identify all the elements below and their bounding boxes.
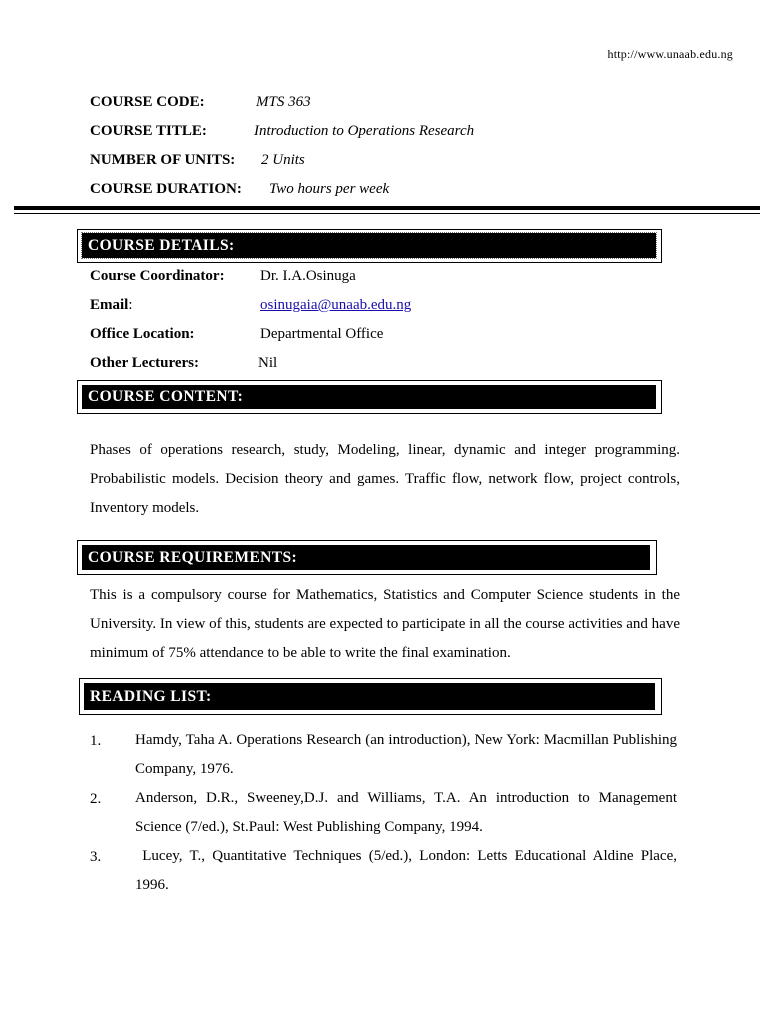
course-title-label: COURSE TITLE: <box>90 123 207 139</box>
email-link[interactable]: osinugaia@unaab.edu.ng <box>260 297 412 313</box>
email-label: Email <box>90 297 129 313</box>
reading-list-heading-text: READING LIST: <box>90 687 212 705</box>
course-code-label: COURSE CODE: <box>90 94 205 110</box>
office-label: Office Location: <box>90 326 195 342</box>
course-details-heading-text: COURSE DETAILS: <box>88 236 235 254</box>
email-colon: : <box>128 297 133 313</box>
reading-item-number: 3. <box>90 849 102 865</box>
reading-item-number: 2. <box>90 791 102 807</box>
coordinator-label: Course Coordinator: <box>90 268 225 284</box>
reading-item-text: Anderson, D.R., Sweeney,D.J. and Williams, T.A. An introduction to Management Science (7/ed.), St.Paul: West Publishing Company, 1994. <box>135 790 677 835</box>
reading-list-heading <box>84 683 655 710</box>
reading-item-number: 1. <box>90 733 102 749</box>
course-content-paragraph: Phases of operations research, study, Modeling, linear, dynamic and integer programming. Probabilistic models. Decision theory and games. Traffic flow, network flow, project controls, Inventory models. <box>90 442 680 516</box>
duration-value: Two hours per week <box>269 181 390 197</box>
units-label: NUMBER OF UNITS: <box>90 152 236 168</box>
course-content-heading <box>82 385 656 409</box>
lecturers-label: Other Lecturers: <box>90 355 199 371</box>
course-title-value: Introduction to Operations Research <box>254 123 475 139</box>
duration-label: COURSE DURATION: <box>90 181 242 197</box>
header-divider-thin <box>14 213 760 214</box>
course-requirements-heading <box>82 545 650 570</box>
course-requirements-paragraph: This is a compulsory course for Mathematics, Statistics and Computer Science students in the University. In view of this, students are expected to participate in all the course activities and have minimum of 75% attendance to be able to write the final examination. <box>90 587 680 661</box>
coordinator-value: Dr. I.A.Osinuga <box>260 268 356 284</box>
reading-item-text: Lucey, T., Quantitative Techniques (5/ed.), London: Letts Educational Aldine Place, 1996. <box>135 848 681 893</box>
course-requirements-heading-text: COURSE REQUIREMENTS: <box>88 548 298 566</box>
units-value: 2 Units <box>261 152 305 168</box>
site-url: http://www.unaab.edu.ng <box>607 47 733 61</box>
reading-item-text: Hamdy, Taha A. Operations Research (an introduction), New York: Macmillan Publishing Company, 1976. <box>135 732 677 777</box>
course-details-heading <box>82 233 656 258</box>
header-divider-thick <box>14 206 760 210</box>
course-content-heading-text: COURSE CONTENT: <box>88 388 244 405</box>
office-value: Departmental Office <box>260 326 384 342</box>
course-code-value: MTS 363 <box>256 94 311 110</box>
lecturers-value: Nil <box>258 355 278 371</box>
email-label-wrap <box>90 297 133 314</box>
